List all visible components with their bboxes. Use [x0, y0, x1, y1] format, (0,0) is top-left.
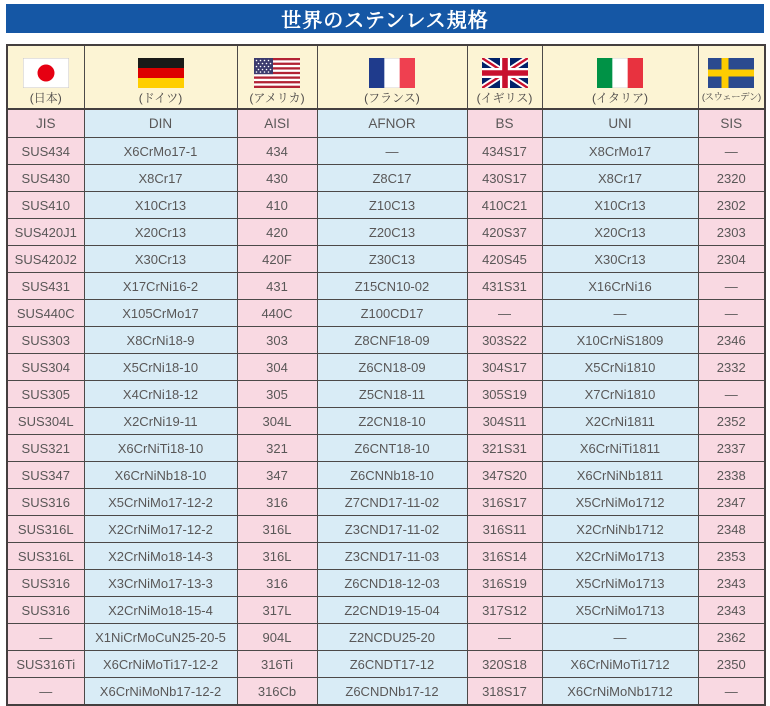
cell-bs: 305S19 [467, 381, 542, 408]
cell-uni: X5CrNi1810 [542, 354, 698, 381]
cell-bs: 320S18 [467, 651, 542, 678]
cell-din: X8CrNi18-9 [84, 327, 237, 354]
cell-sis: 2347 [698, 489, 765, 516]
cell-sis: 2343 [698, 570, 765, 597]
cell-aisi: 904L [237, 624, 317, 651]
country-france [317, 45, 467, 109]
cell-afnor: Z2CND19-15-04 [317, 597, 467, 624]
cell-uni: X6CrNiTi1811 [542, 435, 698, 462]
cell-jis: SUS316 [7, 570, 84, 597]
cell-din: X3CrNiMo17-13-3 [84, 570, 237, 597]
cell-bs: 316S19 [467, 570, 542, 597]
cell-din: X2CrNi19-11 [84, 408, 237, 435]
table-row [7, 273, 765, 300]
cell-sis: — [698, 678, 765, 706]
table-row [7, 327, 765, 354]
cell-uni: X8CrMo17 [542, 138, 698, 165]
cell-afnor: Z6CNNb18-10 [317, 462, 467, 489]
cell-bs: 434S17 [467, 138, 542, 165]
country-uk [467, 45, 542, 109]
cell-aisi: 347 [237, 462, 317, 489]
cell-jis: SUS304 [7, 354, 84, 381]
sweden-flag-icon [708, 58, 754, 88]
cell-uni: X8Cr17 [542, 165, 698, 192]
column-header-afnor: AFNOR [317, 109, 467, 138]
spacer [6, 33, 764, 44]
cell-uni: X5CrNiMo1713 [542, 570, 698, 597]
column-header-bs: BS [467, 109, 542, 138]
cell-uni: X2CrNiNb1712 [542, 516, 698, 543]
cell-bs: 304S11 [467, 408, 542, 435]
cell-sis: 2348 [698, 516, 765, 543]
cell-aisi: 304L [237, 408, 317, 435]
column-header-uni: UNI [542, 109, 698, 138]
cell-aisi: 420F [237, 246, 317, 273]
page-title-bar [6, 4, 764, 33]
france-flag-icon [369, 58, 415, 88]
table-row [7, 651, 765, 678]
cell-din: X6CrNiMoNb17-12-2 [84, 678, 237, 706]
cell-bs: 316S17 [467, 489, 542, 516]
cell-sis: — [698, 381, 765, 408]
country-label: (日本) [29, 91, 62, 105]
column-header-aisi: AISI [237, 109, 317, 138]
cell-din: X10Cr13 [84, 192, 237, 219]
table-row [7, 462, 765, 489]
table-row [7, 165, 765, 192]
cell-afnor: Z7CND17-11-02 [317, 489, 467, 516]
cell-uni: X6CrNiMoTi1712 [542, 651, 698, 678]
cell-sis: 2303 [698, 219, 765, 246]
cell-aisi: 316Cb [237, 678, 317, 706]
cell-afnor: Z20C13 [317, 219, 467, 246]
country-label: (イタリア) [592, 91, 648, 105]
cell-uni: X30Cr13 [542, 246, 698, 273]
cell-din: X2CrNiMo18-15-4 [84, 597, 237, 624]
country-usa [237, 45, 317, 109]
cell-uni: X6CrNiMoNb1712 [542, 678, 698, 706]
country-label: (ドイツ) [138, 91, 183, 105]
cell-sis: 2337 [698, 435, 765, 462]
cell-din: X6CrNiTi18-10 [84, 435, 237, 462]
table-row [7, 354, 765, 381]
cell-sis: 2346 [698, 327, 765, 354]
cell-aisi: 321 [237, 435, 317, 462]
cell-jis: SUS316 [7, 489, 84, 516]
cell-bs: 347S20 [467, 462, 542, 489]
cell-afnor: Z6CN18-09 [317, 354, 467, 381]
cell-uni: X10CrNiS1809 [542, 327, 698, 354]
country-japan [7, 45, 84, 109]
table-row [7, 246, 765, 273]
cell-aisi: 316L [237, 543, 317, 570]
cell-sis: 2343 [698, 597, 765, 624]
cell-jis: SUS316 [7, 597, 84, 624]
cell-din: X8Cr17 [84, 165, 237, 192]
table-row [7, 570, 765, 597]
cell-din: X5CrNiMo17-12-2 [84, 489, 237, 516]
cell-bs: 431S31 [467, 273, 542, 300]
column-header-jis: JIS [7, 109, 84, 138]
cell-afnor: Z8C17 [317, 165, 467, 192]
cell-jis: SUS347 [7, 462, 84, 489]
table-row [7, 408, 765, 435]
table-row [7, 678, 765, 706]
cell-sis: 2352 [698, 408, 765, 435]
cell-uni: X2CrNi1811 [542, 408, 698, 435]
column-header-din: DIN [84, 109, 237, 138]
cell-uni: X5CrNiMo1713 [542, 597, 698, 624]
table-body [7, 138, 765, 706]
country-italy [542, 45, 698, 109]
cell-bs: 420S37 [467, 219, 542, 246]
italy-flag-icon [597, 58, 643, 88]
cell-din: X20Cr13 [84, 219, 237, 246]
country-label: (アメリカ) [249, 91, 305, 105]
cell-jis: SUS440C [7, 300, 84, 327]
cell-sis: 2320 [698, 165, 765, 192]
cell-jis: SUS420J1 [7, 219, 84, 246]
cell-uni: X16CrNi16 [542, 273, 698, 300]
cell-jis: SUS305 [7, 381, 84, 408]
cell-uni: X2CrNiMo1713 [542, 543, 698, 570]
cell-din: X6CrMo17-1 [84, 138, 237, 165]
cell-uni: X10Cr13 [542, 192, 698, 219]
cell-afnor: Z6CNT18-10 [317, 435, 467, 462]
cell-aisi: 303 [237, 327, 317, 354]
cell-afnor: Z10C13 [317, 192, 467, 219]
cell-aisi: 316 [237, 570, 317, 597]
table-row [7, 489, 765, 516]
cell-sis: 2302 [698, 192, 765, 219]
column-header-sis: SIS [698, 109, 765, 138]
cell-din: X30Cr13 [84, 246, 237, 273]
cell-aisi: 305 [237, 381, 317, 408]
cell-aisi: 430 [237, 165, 317, 192]
cell-uni: X7CrNi1810 [542, 381, 698, 408]
cell-jis: SUS316L [7, 516, 84, 543]
table-row [7, 138, 765, 165]
cell-afnor: Z30C13 [317, 246, 467, 273]
cell-uni: — [542, 624, 698, 651]
table-row [7, 300, 765, 327]
cell-din: X1NiCrMoCuN25-20-5 [84, 624, 237, 651]
cell-aisi: 304 [237, 354, 317, 381]
table-row [7, 543, 765, 570]
cell-afnor: Z2CN18-10 [317, 408, 467, 435]
table-row [7, 516, 765, 543]
cell-sis: 2338 [698, 462, 765, 489]
table-row [7, 381, 765, 408]
country-sweden [698, 45, 765, 109]
cell-jis: — [7, 624, 84, 651]
cell-bs: 316S11 [467, 516, 542, 543]
cell-din: X6CrNiNb18-10 [84, 462, 237, 489]
uk-flag-icon [482, 58, 528, 88]
cell-sis: 2353 [698, 543, 765, 570]
cell-din: X6CrNiMoTi17-12-2 [84, 651, 237, 678]
cell-sis: 2362 [698, 624, 765, 651]
cell-aisi: 434 [237, 138, 317, 165]
country-label: (イギリス) [476, 91, 533, 105]
cell-bs: 303S22 [467, 327, 542, 354]
cell-afnor: Z15CN10-02 [317, 273, 467, 300]
cell-afnor: — [317, 138, 467, 165]
cell-bs: — [467, 300, 542, 327]
cell-sis: 2332 [698, 354, 765, 381]
cell-afnor: Z2NCDU25-20 [317, 624, 467, 651]
cell-bs: 317S12 [467, 597, 542, 624]
cell-uni: X20Cr13 [542, 219, 698, 246]
cell-aisi: 420 [237, 219, 317, 246]
cell-jis: — [7, 678, 84, 706]
cell-jis: SUS420J2 [7, 246, 84, 273]
table-row [7, 219, 765, 246]
cell-afnor: Z100CD17 [317, 300, 467, 327]
cell-jis: SUS303 [7, 327, 84, 354]
cell-aisi: 410 [237, 192, 317, 219]
cell-jis: SUS434 [7, 138, 84, 165]
japan-flag-icon [23, 58, 69, 88]
cell-aisi: 431 [237, 273, 317, 300]
cell-bs: 316S14 [467, 543, 542, 570]
cell-aisi: 316Ti [237, 651, 317, 678]
cell-aisi: 316L [237, 516, 317, 543]
cell-bs: 410C21 [467, 192, 542, 219]
cell-aisi: 316 [237, 489, 317, 516]
cell-afnor: Z6CND18-12-03 [317, 570, 467, 597]
cell-din: X2CrNiMo17-12-2 [84, 516, 237, 543]
cell-din: X17CrNi16-2 [84, 273, 237, 300]
cell-uni: — [542, 300, 698, 327]
stainless-standards-table [6, 44, 766, 706]
table-row [7, 192, 765, 219]
table-row [7, 624, 765, 651]
cell-jis: SUS321 [7, 435, 84, 462]
cell-sis: 2350 [698, 651, 765, 678]
cell-din: X2CrNiMo18-14-3 [84, 543, 237, 570]
cell-din: X4CrNi18-12 [84, 381, 237, 408]
cell-sis: — [698, 300, 765, 327]
cell-jis: SUS316Ti [7, 651, 84, 678]
cell-jis: SUS431 [7, 273, 84, 300]
flags-header-row [7, 45, 765, 109]
cell-sis: — [698, 273, 765, 300]
country-label: (スウェーデン) [701, 92, 761, 103]
cell-uni: X5CrNiMo1712 [542, 489, 698, 516]
cell-uni: X6CrNiNb1811 [542, 462, 698, 489]
country-germany [84, 45, 237, 109]
cell-jis: SUS430 [7, 165, 84, 192]
cell-jis: SUS304L [7, 408, 84, 435]
cell-bs: 304S17 [467, 354, 542, 381]
cell-bs: 430S17 [467, 165, 542, 192]
cell-bs: 318S17 [467, 678, 542, 706]
cell-afnor: Z6CNDNb17-12 [317, 678, 467, 706]
table-row [7, 435, 765, 462]
standard-codes-row [7, 109, 765, 138]
cell-bs: 420S45 [467, 246, 542, 273]
cell-bs: 321S31 [467, 435, 542, 462]
page-title: 世界のステンレス規格 [281, 10, 489, 32]
cell-sis: 2304 [698, 246, 765, 273]
cell-aisi: 440C [237, 300, 317, 327]
table-row [7, 597, 765, 624]
usa-flag-icon [254, 58, 300, 88]
cell-jis: SUS410 [7, 192, 84, 219]
cell-afnor: Z3CND17-11-02 [317, 516, 467, 543]
cell-sis: — [698, 138, 765, 165]
cell-afnor: Z6CNDT17-12 [317, 651, 467, 678]
cell-din: X105CrMo17 [84, 300, 237, 327]
cell-afnor: Z5CN18-11 [317, 381, 467, 408]
cell-bs: — [467, 624, 542, 651]
germany-flag-icon [138, 58, 184, 88]
country-label: (フランス) [364, 91, 420, 105]
cell-afnor: Z8CNF18-09 [317, 327, 467, 354]
cell-jis: SUS316L [7, 543, 84, 570]
cell-aisi: 317L [237, 597, 317, 624]
cell-din: X5CrNi18-10 [84, 354, 237, 381]
cell-afnor: Z3CND17-11-03 [317, 543, 467, 570]
